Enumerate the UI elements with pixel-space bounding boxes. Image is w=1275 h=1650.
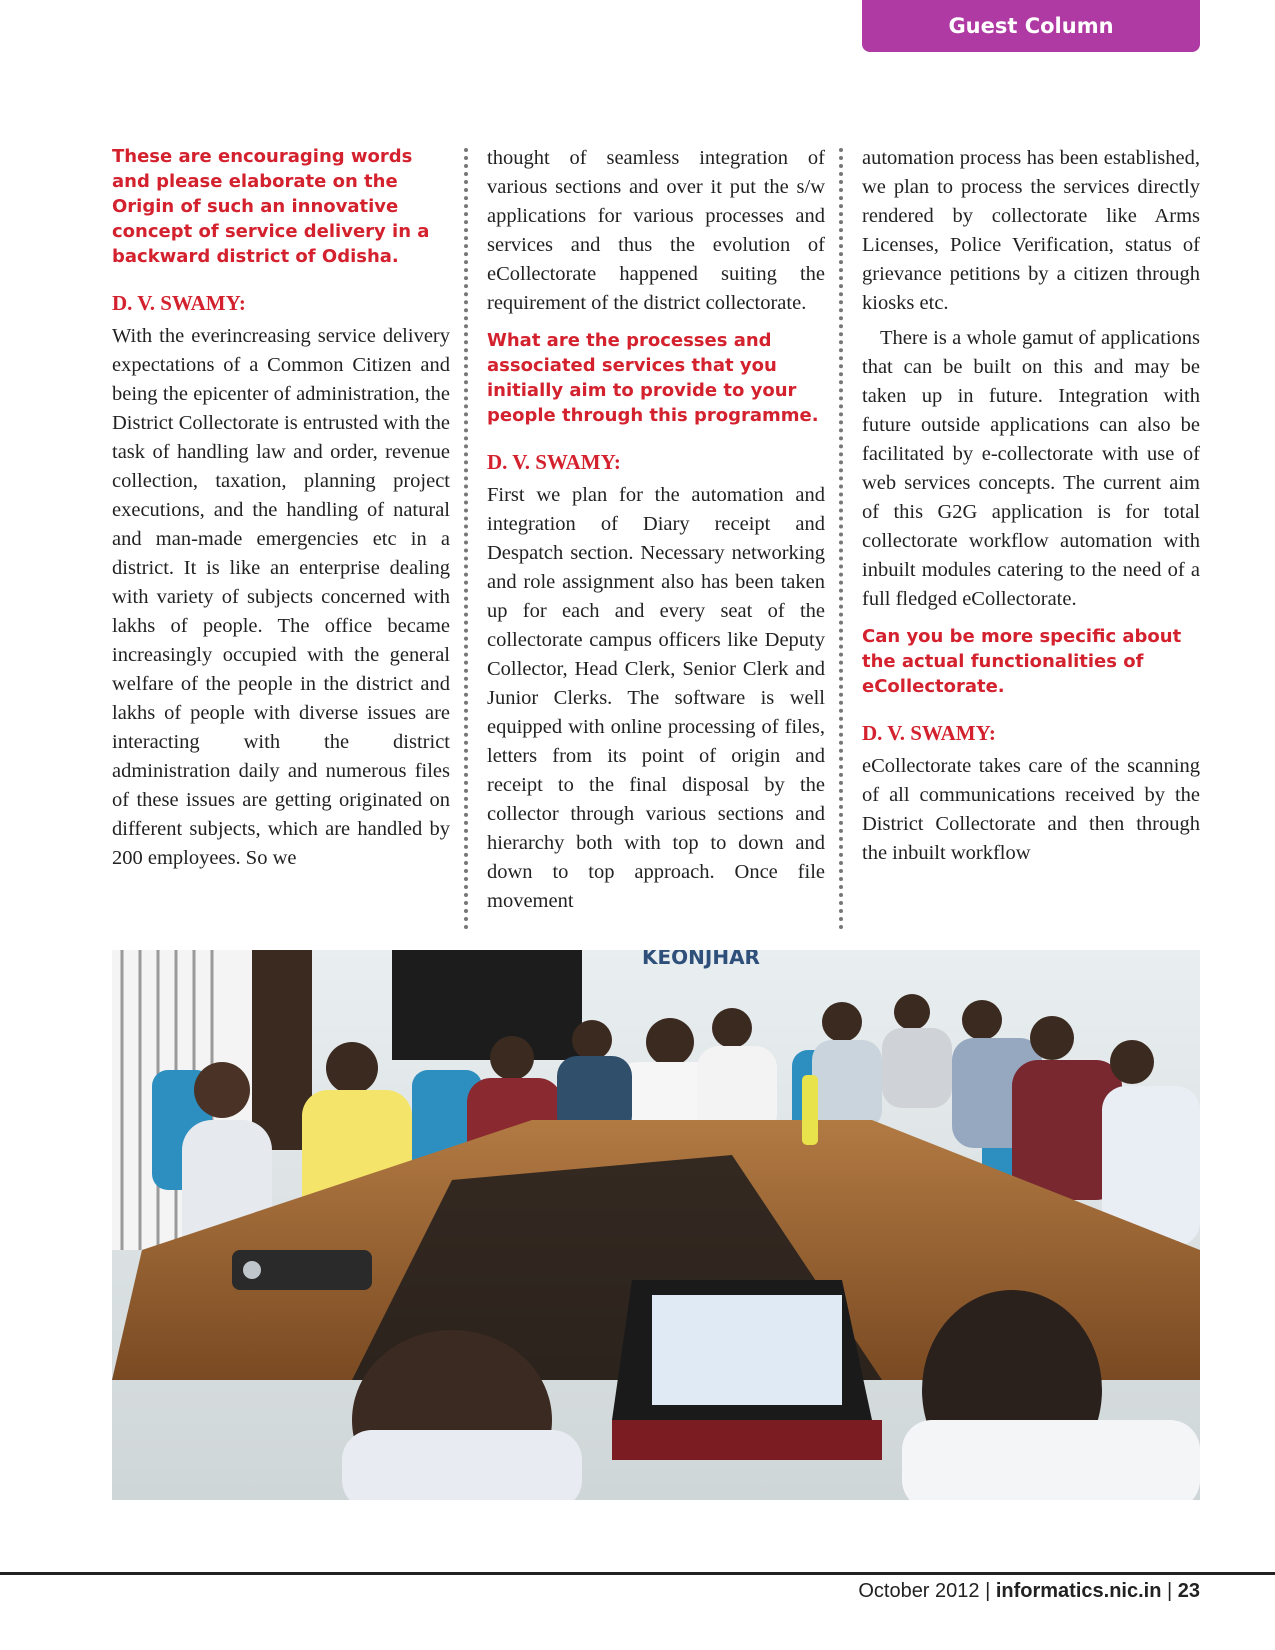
footer-rule [0, 1572, 1275, 1575]
speaker-label: D. V. SWAMY: [112, 291, 246, 315]
page-number: 23 [1177, 1580, 1200, 1602]
answer-paragraph: There is a whole gamut of applications that can be built on this and may be taken up in future. Integration with future outside applications can also be facilitated by e-collectorate with use of web services concepts. The current aim of this G2G application is for total collectorate workflow automation with inbuilt modules catering to the need of a full fledged eCollectorate. [862, 327, 1200, 610]
meeting-photo [112, 950, 1200, 1500]
speaker-label: D. V. SWAMY: [862, 721, 996, 745]
column-3 [862, 144, 1200, 874]
footer-site: informatics.nic.in [995, 1580, 1162, 1602]
question-1: These are encouraging words and please elaborate on the Origin of such an innovative concept of service delivery in a backward district of Odisha. [112, 146, 430, 267]
footer: October 2012 | informatics.nic.in | 23 [858, 1580, 1200, 1602]
answer-paragraph: First we plan for the automation and integration of Diary receipt and Despatch section. Necessary networking and role assignment also has been taken up for each and every seat of the collectorate campus officers like Deputy Collector, Head Clerk, Senior Clerk and Junior Clerks. The software is well equipped with online processing of files, letters from its point of origin and receipt to the final disposal by the collector through various sections and hierarchy both with top to down and down to top approach. Once file movement [487, 484, 825, 912]
question-3: Can you be more specific about the actual functionalities of eCollectorate. [862, 626, 1182, 697]
answer-paragraph: eCollectorate takes care of the scanning of all communications received by the District Collectorate and then through the inbuilt workflow [862, 755, 1200, 864]
column-1 [112, 144, 450, 879]
answer-paragraph: automation process has been established, we plan to process the services directly rendered by collectorate like Arms Licenses, Police Verification, status of grievance petitions by a citizen through kiosks etc. [862, 147, 1200, 314]
speaker-label: D. V. SWAMY: [487, 450, 621, 474]
column-2 [487, 144, 825, 922]
wall-sign-text: KEONJHAR [642, 950, 760, 969]
column-divider [839, 148, 843, 930]
question-2: What are the processes and associated services that you initially aim to provide to your people through this programme. [487, 330, 819, 426]
footer-date: October 2012 [858, 1580, 980, 1602]
answer-paragraph: thought of seamless integration of various sections and over it put the s/w applications for various processes and services and thus the evolution of eCollectorate happened suiting the requirement of the district collectorate. [487, 147, 825, 314]
column-divider [464, 148, 468, 930]
section-tab: Guest Column [862, 0, 1200, 52]
answer-paragraph: With the everincreasing service delivery expectations of a Common Citizen and being the epicenter of administration, the District Collectorate is entrusted with the task of handling law and order, revenue collection, taxation, planning project executions, and the handling of natural and man-made emergencies etc in a district. It is like an enterprise dealing with variety of subjects concerned with lakhs of people. The office became increasingly occupied with the general welfare of the people in the district and lakhs of people with diverse issues are interacting with the district administration daily and numerous files of these issues are getting originated on different subjects, which are handled by 200 employees. So we [112, 325, 450, 869]
